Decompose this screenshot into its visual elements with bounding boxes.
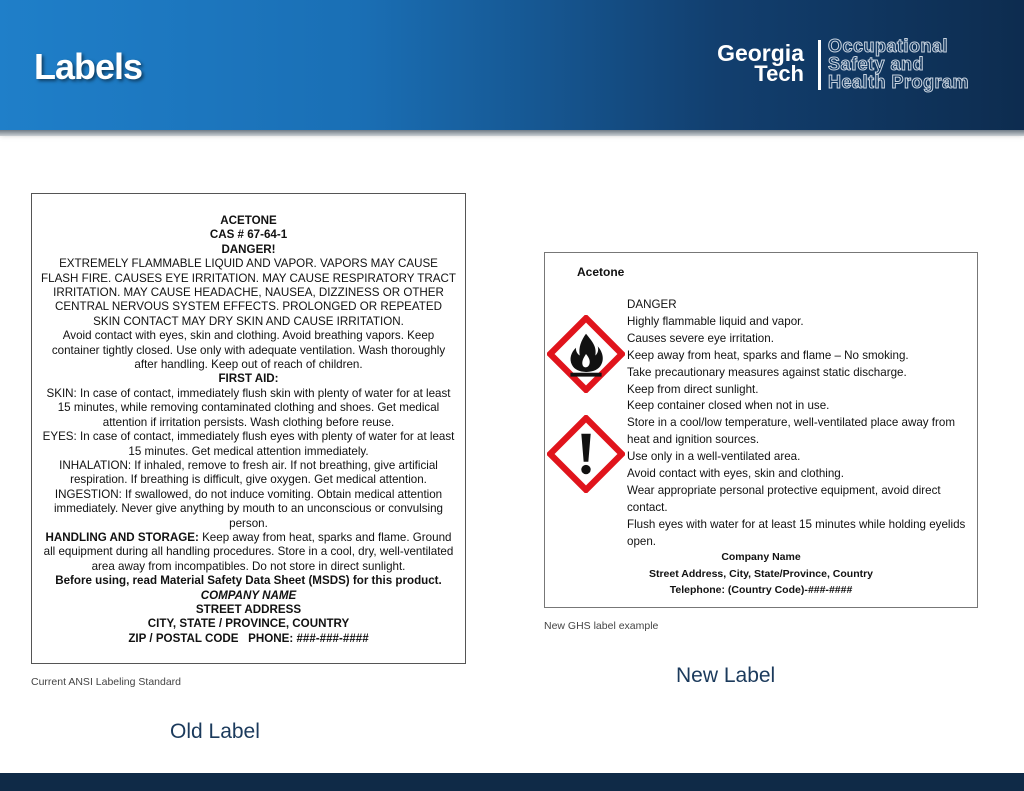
logo-georgia: Georgia	[717, 40, 804, 66]
new-label-statement: Wear appropriate personal protective equipment, avoid direct contact.	[627, 483, 941, 514]
old-label-skin: SKIN: In case of contact, immediately flush skin with plenty of water for at least 15 minutes, while removing contaminated clothing and shoes. Get medical attention if irritation persists. Wash clothing before reuse.	[46, 386, 451, 429]
old-label-city: CITY, STATE / PROVINCE, COUNTRY	[147, 617, 350, 631]
old-label-hazard: EXTREMELY FLAMMABLE LIQUID AND VAPOR. VAPORS MAY CAUSE FLASH FIRE. CAUSES EYE IRRITATION. MAY CAUSE RESPIRATORY TRACT IRRITATION. MAY CAUSE HEADACHE, NAUSEA, DIZZINESS OR OTHER CENTRAL NERVOUS SYSTEM EFFECTS. PROLONGED OR REPEATED SKIN CONTACT MAY DRY SKIN AND CAUSE IRRITATION.	[41, 257, 456, 328]
old-label-name: ACETONE	[220, 214, 277, 227]
logo-program-line1: Occupational	[828, 36, 949, 56]
old-label-heading: Old Label	[170, 720, 260, 743]
new-label-telephone-prefix: Telephone: (Country Code)-	[669, 584, 808, 596]
slide-title: Labels	[34, 46, 143, 87]
new-label-telephone-number: ###-####	[807, 584, 853, 596]
georgia-tech-oshp-logo	[706, 36, 1018, 96]
logo-tech: Tech	[754, 61, 804, 86]
old-label-street: STREET ADDRESS	[195, 602, 302, 616]
new-label-heading: New Label	[676, 664, 776, 687]
new-label-caption: New GHS label example	[544, 620, 659, 632]
old-label-ingestion: INGESTION: If swallowed, do not induce vomiting. Obtain medical attention immediately. Never give anything by mouth to an unconscious or convulsing person.	[53, 487, 444, 530]
new-label-telephone	[545, 584, 977, 596]
header-divider	[0, 130, 1024, 136]
new-label-statement: Causes severe eye irritation.	[627, 331, 774, 345]
old-label-msds: Before using, read Material Safety Data Sheet (MSDS) for this product.	[55, 574, 442, 588]
new-label-statement: Take precautionary measures against static discharge.	[627, 365, 907, 379]
old-label-handling-heading: HANDLING AND STORAGE:	[45, 530, 199, 544]
old-label-company: COMPANY NAME	[200, 588, 297, 602]
new-label-statement: Keep away from heat, sparks and flame – No smoking.	[627, 348, 909, 362]
logo-divider	[818, 40, 821, 90]
new-ghs-label	[544, 252, 978, 608]
new-label-statement: Keep container closed when not in use.	[627, 399, 830, 413]
old-label-caption: Current ANSI Labeling Standard	[31, 676, 182, 688]
slide-header	[0, 0, 1024, 130]
old-label-signal: DANGER!	[221, 242, 276, 256]
new-label-title: Acetone	[577, 265, 625, 279]
old-label-zip: ZIP / POSTAL CODE PHONE: ###-###-####	[128, 631, 369, 645]
new-label-statement: Keep from direct sunlight.	[627, 382, 759, 396]
logo-program-line3: Health Program	[828, 72, 970, 92]
exclamation-pictogram-icon	[547, 415, 625, 493]
new-label-statement: Highly flammable liquid and vapor.	[627, 314, 804, 328]
new-label-statement: Flush eyes with water for at least 15 minutes while holding eyelids open.	[627, 517, 966, 548]
new-label-statement: Store in a cool/low temperature, well-ventilated place away from heat and ignition sources.	[627, 416, 955, 447]
old-label-precaution: Avoid contact with eyes, skin and clothing. Avoid breathing vapors. Keep container tightly closed. Use only with adequate ventilation. Wash thoroughly after handling. Keep out of reach of children.	[51, 329, 446, 372]
new-label-company-name: Company Name	[721, 551, 801, 563]
old-label-inhalation: INHALATION: If inhaled, remove to fresh air. If not breathing, give artificial respiration. If breathing is difficult, give oxygen. Get medical attention.	[59, 458, 438, 487]
old-label-handling	[40, 531, 457, 574]
slide-footer-bar	[0, 773, 1024, 791]
new-label-company-address: Street Address, City, State/Province, Country	[648, 568, 874, 580]
flame-pictogram-icon	[547, 315, 625, 393]
new-label-statement: Use only in a well-ventilated area.	[627, 450, 801, 464]
new-label-statements	[627, 297, 972, 551]
old-label-cas: CAS # 67-64-1	[209, 228, 288, 242]
new-label-statement: DANGER	[627, 298, 677, 311]
old-label-eyes: EYES: In case of contact, immediately flush eyes with plenty of water for at least 15 minutes. Get medical attention immediately.	[42, 430, 455, 458]
logo-program-line2: Safety and	[828, 54, 925, 74]
new-label-statement: Avoid contact with eyes, skin and clothing.	[627, 467, 844, 481]
old-label-handling-text: Keep away from heat, sparks and flame. Ground all equipment during all handling procedures. Store in a cool, dry, well-ventilated area away from incompatibles. Do not store in direct sunlight.	[43, 530, 454, 573]
old-ansi-label	[31, 193, 466, 664]
old-label-first-aid-heading: FIRST AID:	[218, 372, 279, 386]
